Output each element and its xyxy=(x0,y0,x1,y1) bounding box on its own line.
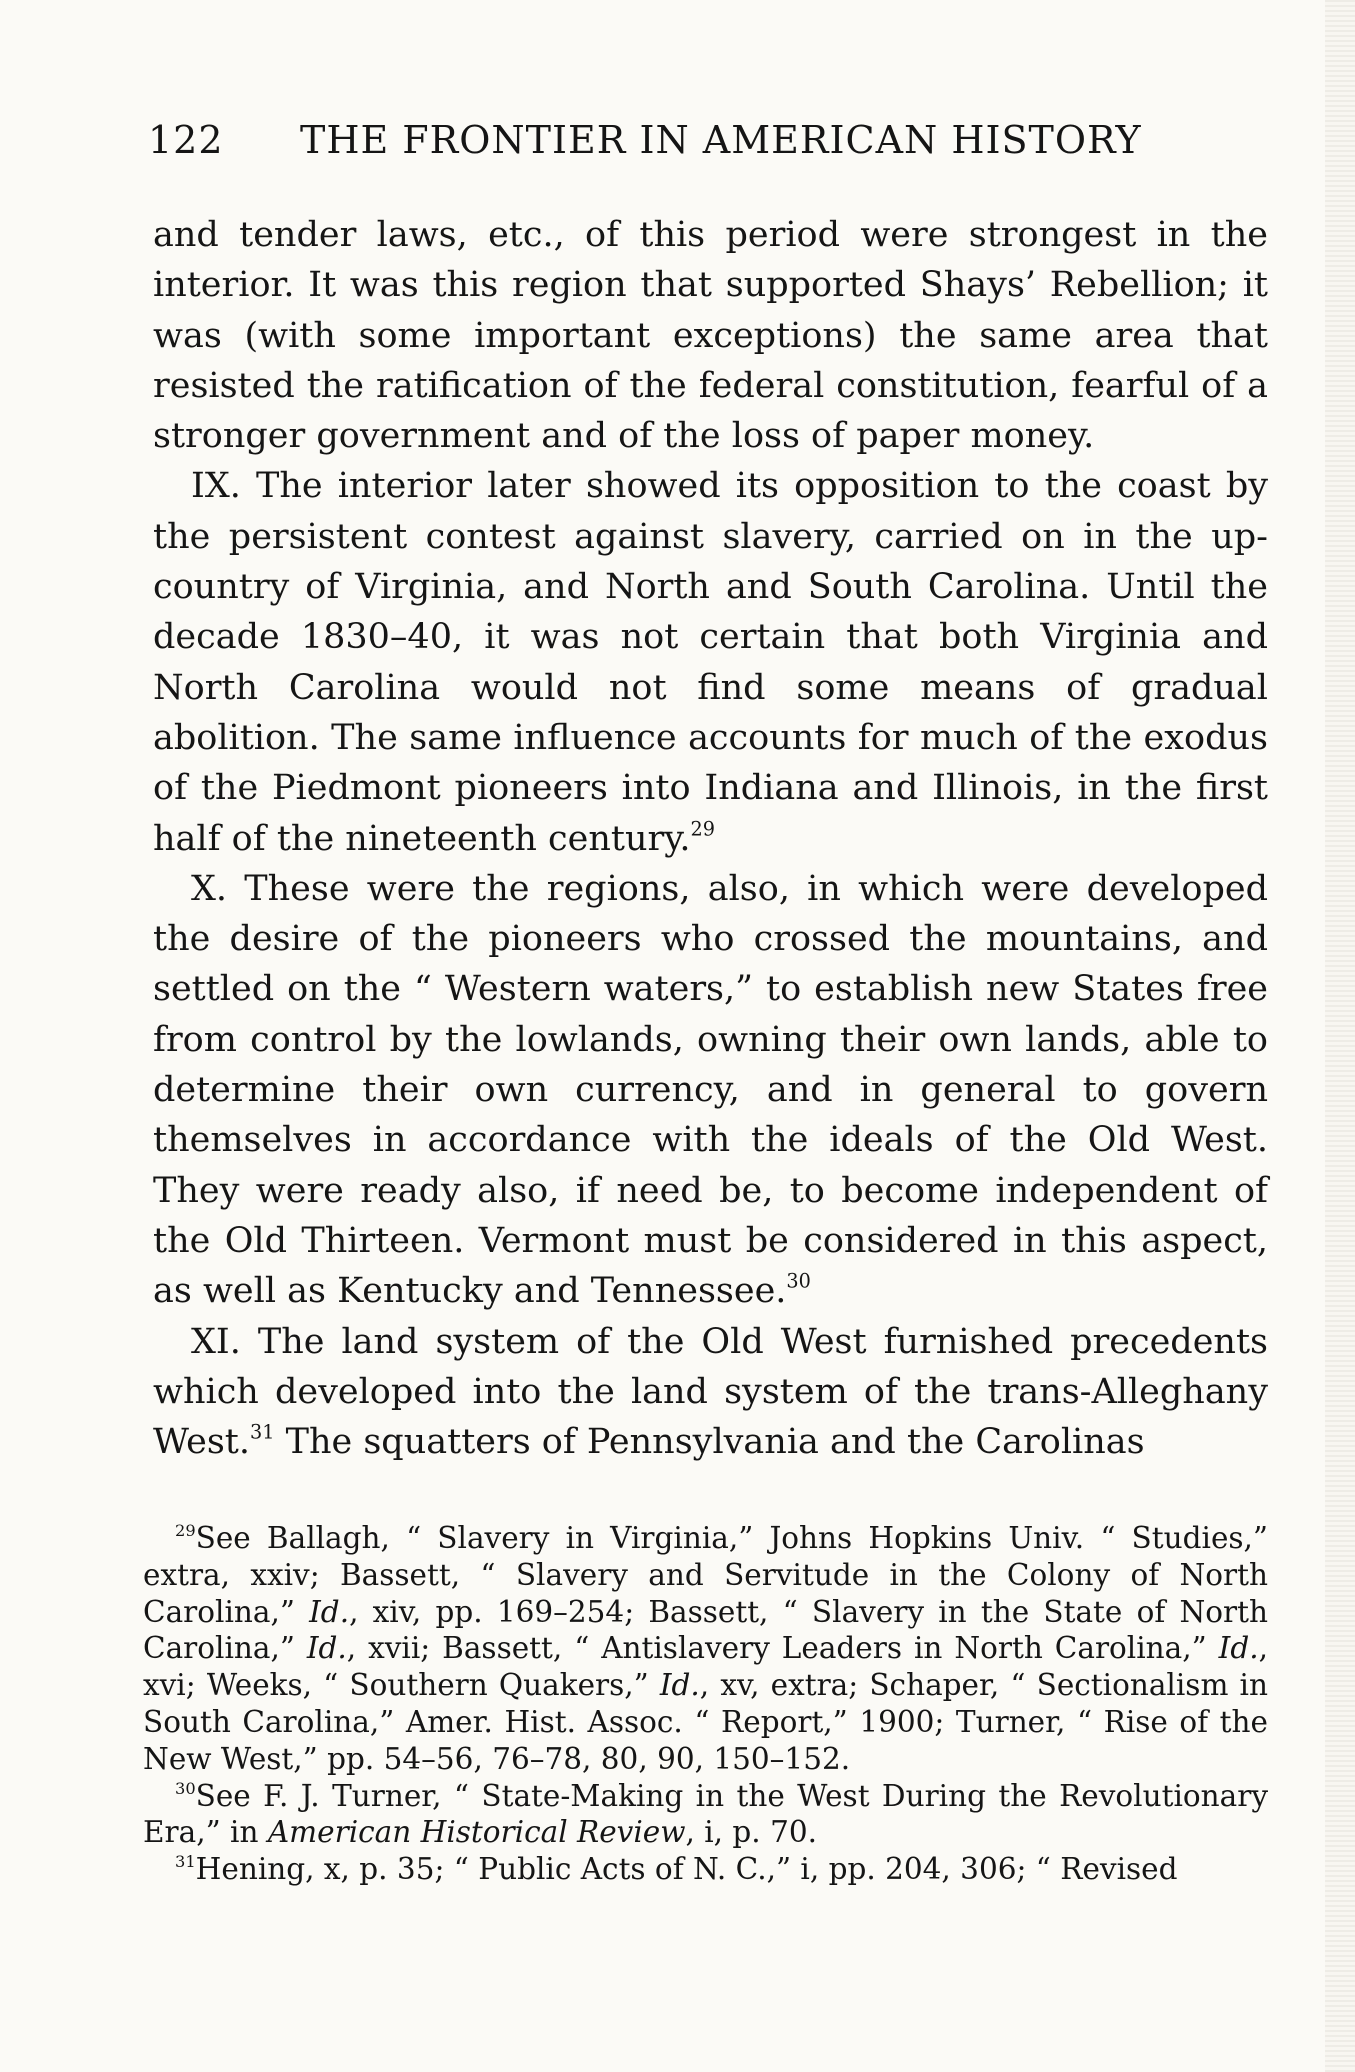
page-number: 122 xyxy=(148,118,224,162)
running-title: THE FRONTIER IN AMERICAN HISTORY xyxy=(300,118,1142,162)
paragraph-ix: IX. The interior later showed its opposition to the coast by the persistent contest against slavery, carried on in the up-country of Virginia, and North and South Carolina. Until the decade 1830–40, it was not certain that both Virginia and North Carolina would not find some means of gradual abolition. The same influence accounts for much of the exodus of the Piedmont pioneers into Indiana and Illinois, in the first half of the nineteenth century.$^{29}$ xyxy=(153,466,1268,859)
footnote-30: $^{30}$See F. J. Turner, “ State-Making in the West During the Revolutionary Era,” in American Historical Review, i, p. 70. xyxy=(143,1778,1268,1850)
paragraph-continued: and tender laws, etc., of this period were strongest in the interior. It was this region that supported Shays’ Rebellion; it was (with some important exceptions) the same area that resisted the ratification of the federal constitution, fearful of a stronger government and of the loss of paper money. xyxy=(153,215,1268,457)
footnote-ref-29: 29 xyxy=(690,817,715,841)
footnote-ref-31: 31 xyxy=(250,1420,275,1444)
main-text xyxy=(153,210,1268,1467)
paragraph-x: X. These were the regions, also, in which were developed the desire of the pioneers who crossed the mountains, and settled on the “ Western waters,” to establish new States free from control by the lowlands, owning their own lands, able to determine their own currency, and in general to govern themselves in accordance with the ideals of the Old West. They were ready also, if need be, to become independent of the Old Thirteen. Vermont must be considered in this aspect, as well as Kentucky and Tennessee.$^{30}$ xyxy=(153,868,1268,1312)
footnotes xyxy=(143,1520,1268,1888)
running-header xyxy=(148,118,1268,174)
page-edge xyxy=(1325,0,1355,2072)
paragraph-xi: XI. The land system of the Old West furnished precedents which developed into the land system of the trans-Alleghany West.$^{31}$ The squatters of Pennsylvania and the Carolinas xyxy=(153,1321,1268,1463)
footnote-29: $^{29}$See Ballagh, “ Slavery in Virginia,” Johns Hopkins Univ. “ Studies,” extra, xxiv; Bassett, “ Slavery and Servitude in the Colony of North Carolina,” Id., xiv, pp. 169–254; Bassett, “ Slavery in the State of North Carolina,” Id., xvii; Bassett, “ Antislavery Leaders in North Carolina,” Id., xvi; Weeks, “ Southern Quakers,” Id., xv, extra; Schaper, “ Sectionalism in South Carolina,” Amer. Hist. Assoc. “ Report,” 1900; Turner, “ Rise of the New West,” pp. 54–56, 76–78, 80, 90, 150–152. xyxy=(143,1520,1268,1776)
footnote-ref-30: 30 xyxy=(786,1269,811,1293)
footnote-31: $^{31}$Hening, x, p. 35; “ Public Acts of N. C.,” i, pp. 204, 306; “ Revised xyxy=(175,1852,1178,1887)
